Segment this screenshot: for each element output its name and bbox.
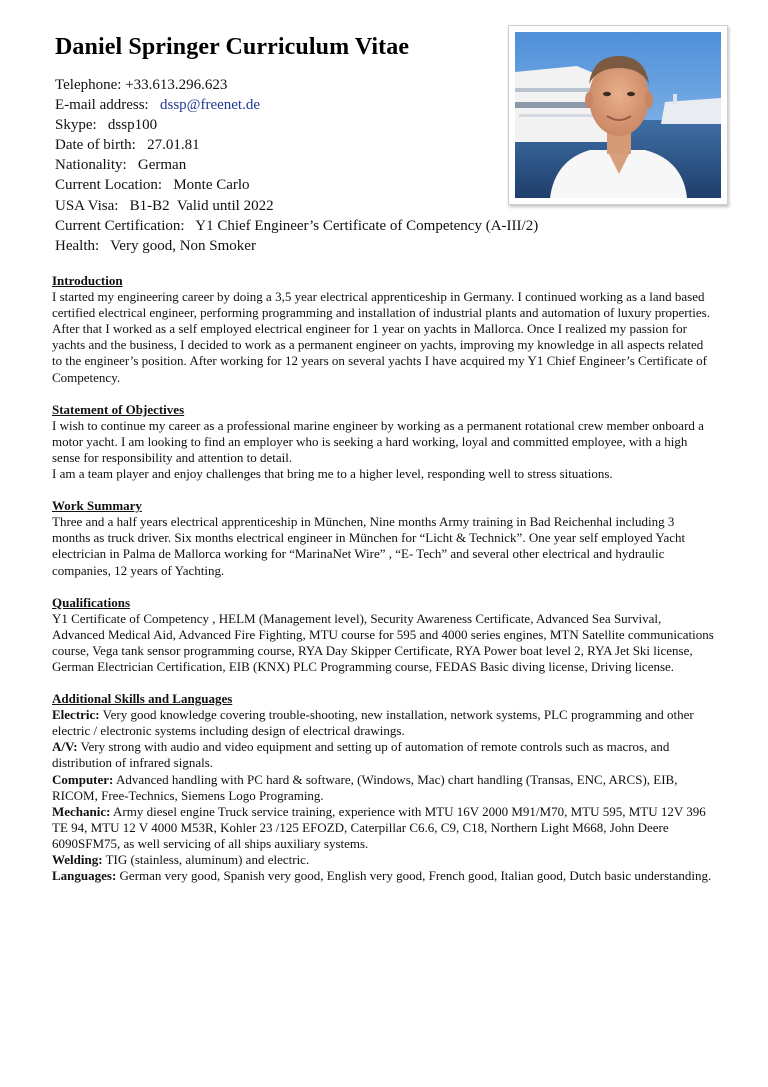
contact-value: Y1 Chief Engineer’s Certificate of Competency (A-III/2) [195,217,539,234]
skill-text: Very good knowledge covering trouble-shooting, new installation, network systems, PLC programming and other electric / electronic systems including design of electrical drawings. [52,707,694,739]
contact-value: dssp100 [107,117,158,134]
skill-label: Mechanic: [52,803,111,819]
skill-languages [52,868,714,884]
skill-electric [52,707,714,739]
skill-text: German very good, Spanish very good, English very good, French good, Italian good, Dutch basic understanding. [119,868,712,884]
contact-value: Monte Carlo [173,177,250,194]
contact-details [55,75,538,256]
contact-label: Nationality: [55,157,127,174]
skill-label: Languages: [52,868,117,884]
contact-health [55,236,538,256]
skill-text: TIG (stainless, aluminum) and electric. [105,852,310,867]
email-link[interactable]: dssp@freenet.de [159,97,261,114]
page-title: Daniel Springer Curriculum Vitae [55,34,410,60]
skill-text: Very strong with audio and video equipment and setting up of automation of remote controls such as macros, and distribution of infrared signals. [52,739,670,771]
section-title: Statement of Objectives [52,401,185,417]
section-title: Additional Skills and Languages [52,691,233,707]
section-text: I started my engineering career by doing a 3,5 year electrical apprenticeship in Germany. I continued working as a land based certified electrical engineer, performing programming and installation of industrial plants and automation of luxury properties. After that I worked as a self employed electrical engineer for 1 year on yachts in Mallorca. Once I realized my passion for yachts and the business, I decided to work as a permanent engineer on yachts, improving my knowledge in all aspects related to the engineer’s position. After working for 12 years on several yachts I have acquired my Y1 Chief Engineer’s Certificate of Competency. [52,289,710,385]
contact-nationality [55,155,538,175]
skill-av [52,739,714,771]
section-title: Qualifications [52,594,131,610]
contact-value: 27.01.81 [147,137,200,154]
contact-label: Current Certification: [55,217,185,234]
contact-label: E-mail address: [55,97,149,114]
contact-label: Skype: [55,117,97,134]
contact-label: USA Visa: [55,197,119,214]
contact-certification [55,216,538,236]
section-objectives [52,402,714,482]
contact-label: Date of birth: [55,137,136,154]
profile-photo [515,32,721,198]
section-title: Work Summary [52,498,142,514]
profile-photo-frame [508,25,728,205]
skill-mechanic [52,804,714,852]
cv-body [52,273,714,900]
contact-location [55,175,538,195]
section-text: Three and a half years electrical apprenticeship in München, Nine months Army training in Bad Reichenhal including 3 months as truck driver. Six months electrical engineer in München for “Licht & Technick”. One year self employed Yacht electrician in Palma de Mallorca working for “MarinaNet Wire” , “E- Tech” and several other electrical and hydraulic companies, 12 years of Yachting. [52,514,686,578]
skill-text: Army diesel engine Truck service training, experience with MTU 16V 2000 M91/M70, MTU 595, MTU 12V 396 TE 94, MTU 12 V 4000 M53R, Kohler 23 /125 EFOZD, Caterpillar C6.6, C9, C18, Northern Light M668, John Deere 6090SFM75, as well servicing of all ships auxiliary systems. [52,803,706,851]
skill-label: Welding: [52,852,103,867]
skill-label: Electric: [52,707,100,723]
section-text: Y1 Certificate of Competency , HELM (Management level), Security Awareness Certificate, Advanced Sea Survival, Advanced Medical Aid, Advanced Fire Fighting, MTU course for 595 and 4000 series engines, MTN Satellite communications course, Vega tank sensor programming course, RYA Day Skipper Certificate, RYA Power boat level 2, RYA Jet Ski license, German Electrician Certification, EIB (KNX) PLC Programming course, FEDAS Basic diving license, Driving license. [52,610,714,674]
contact-value: B1-B2 Valid until 2022 [129,197,274,214]
contact-date-of-birth [55,135,538,155]
skill-label: A/V: [52,739,78,755]
section-work-summary [52,498,714,578]
contact-email [55,95,538,115]
contact-value: German [137,157,187,174]
section-qualifications [52,595,714,675]
section-text: I wish to continue my career as a professional marine engineer by working as a permanent rotational crew member onboard a motor yacht. I am looking to find an employer who is seeking a hard working, loyal and committed employee, with a high sense for responsibility and attention to detail. [52,417,704,465]
contact-label: Telephone: [55,77,122,93]
contact-label: Health: [55,237,100,254]
section-text: I am a team player and enjoy challenges that bring me to a higher level, responding well to stress situations. [52,466,613,482]
contact-value: Very good, Non Smoker [110,237,256,254]
contact-telephone [55,75,538,95]
skill-welding [52,852,714,868]
contact-skype [55,115,538,135]
section-introduction [52,273,714,386]
section-title: Introduction [52,273,123,288]
skill-computer [52,772,714,804]
section-skills [52,691,714,884]
contact-label: Current Location: [55,177,163,194]
skill-text: Advanced handling with PC hard & software, (Windows, Mac) chart handling (Transas, ENC, ARCS), EIB, RICOM, Free-Technics, Siemens Logo Programing. [52,771,678,803]
skill-label: Computer: [52,771,114,787]
contact-usa-visa [55,196,538,216]
contact-value: +33.613.296.623 [125,77,228,93]
